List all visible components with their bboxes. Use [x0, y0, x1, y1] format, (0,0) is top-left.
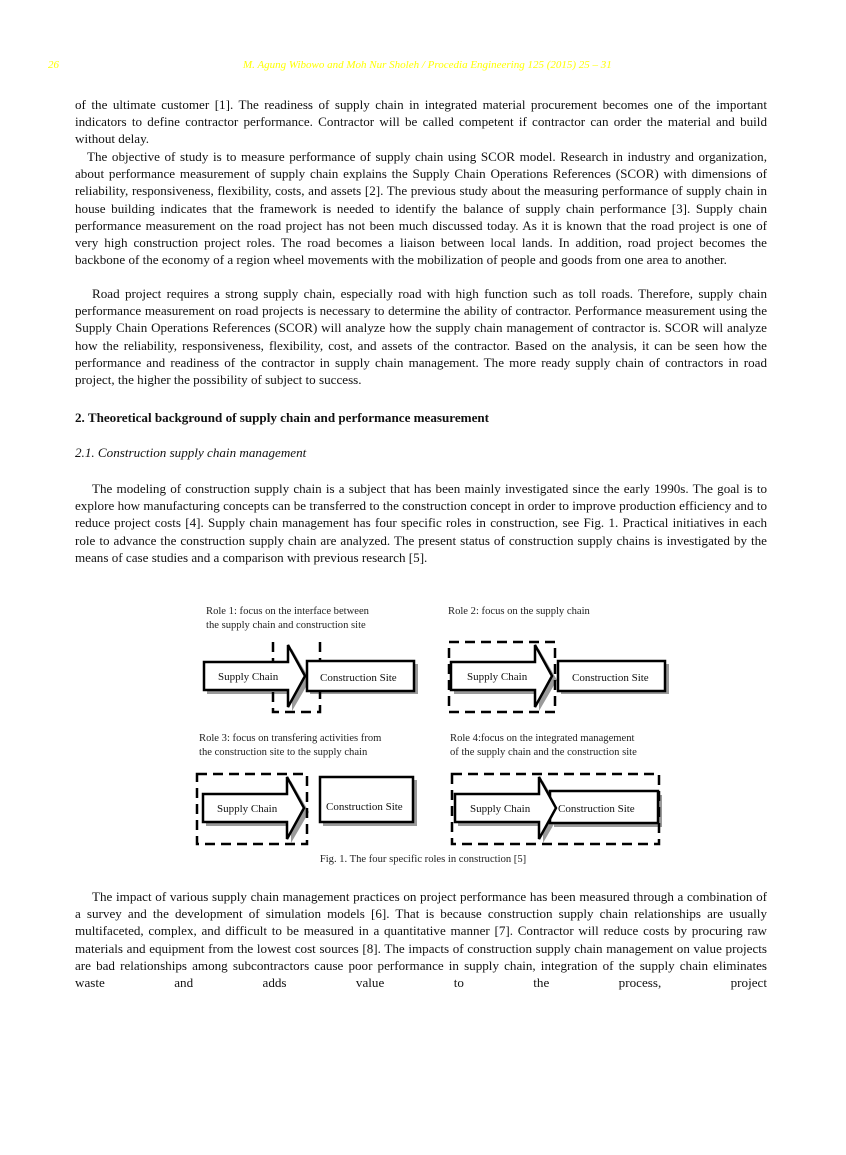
role-4-line-2: of the supply chain and the construction site: [450, 747, 637, 758]
section-heading: 2. Theoretical background of supply chain and performance measurement: [75, 410, 490, 425]
role-2-label: [448, 605, 590, 619]
role-3-line-1: Role 3: focus on transfering activities from: [199, 733, 382, 744]
role-4-line-1: Role 4:focus on the integrated management: [450, 733, 635, 744]
journal-citation: M. Agung Wibowo and Moh Nur Sholeh / Procedia Engineering 125 (2015) 25 – 31: [243, 59, 612, 71]
paragraph-2: [75, 148, 767, 268]
paragraph-text: Road project requires a strong supply chain, especially road with high function such as toll roads. Therefore, supply chain performance measurement on road projects is necessary to determine the ability of contractor. Performance measurement using the Supply Chain Operations References (SCOR) will analyze how the supply chain management of contractor is. SCOR will analyze how the reliability, responsiveness, flexibility, cost, and assets of the contractor. Based on the analysis, it can be seen how the performance and readiness of the contractor in supply chain management. The more ready supply chain of contractors in road project, the higher the possibility of subject to success.: [75, 286, 767, 388]
paragraph-text: of the ultimate customer [1]. The readiness of supply chain in integrated material procurement becomes one of the important indicators to define contractor performance. Contractor will be called competent if contractor can order the material and build without delay.: [75, 97, 767, 147]
paragraph-text: The impact of various supply chain management practices on project performance has been measured through a combination of a survey and the development of simulation models [6]. That is because construction supply chain relationships are usually multifaceted, complex, and difficult to be measured in a quantitative manner [7]. Contractor will reduce costs by procuring raw materials and equipment from the lowest cost sources [8]. The impacts of construction supply chain management on value projects are bad relationships among subcontractors cause poor performance in supply chain, integration of the supply chain eliminates waste and adds value to the process, project: [75, 889, 767, 991]
role-1-line-1: Role 1: focus on the interface between: [206, 606, 369, 617]
role-1-line-2: the supply chain and construction site: [206, 620, 366, 631]
paragraph-text: The objective of study is to measure performance of supply chain using SCOR model. Research in industry and organization, about performance measurement of supply chain explains the Supply Chain Operations References (SCOR) with dimensions of reliability, responsiveness, flexibility, costs, and assets [2]. The previous study about the measuring performance of supply chain in house building indicates that the framework is needed to identify the balance of supply chain performance [3]. Supply chain performance measurement on the road project has not been much discussed today. As it is known that the road project is one of very high construction project roles. The road becomes a liaison between local lands. In addition, road project becomes the backbone of the economy of a region wheel movements with the mobilization of people and goods from one area to another.: [75, 149, 767, 268]
paragraph-5: [75, 888, 767, 991]
supply-chain-text: Supply Chain: [470, 803, 531, 815]
supply-chain-text: Supply Chain: [467, 671, 528, 683]
subsection-heading: 2.1. Construction supply chain management: [75, 445, 307, 460]
role-4-diagram: [450, 772, 665, 850]
role-3-diagram: [195, 772, 425, 850]
supply-chain-text: Supply Chain: [218, 671, 279, 683]
role-2-line-1: Role 2: focus on the supply chain: [448, 606, 590, 617]
role-1-label: [206, 605, 369, 633]
construction-site-text: Construction Site: [572, 672, 649, 684]
running-head: [0, 59, 846, 75]
paragraph-1: [75, 96, 767, 148]
paragraph-text: The modeling of construction supply chain is a subject that has been mainly investigated since the early 1990s. The goal is to explore how manufacturing concepts can be transferred to the construction concept in order to improve production efficiency and to reduce project costs [4]. Supply chain management has four specific roles in construction, see Fig. 1. Practical initiatives in each role to advance the construction supply chain are analyzed. The present status of construction supply chains is investigated by the means of case studies and a comparison with previous research [5].: [75, 481, 767, 565]
role-4-label: [450, 732, 637, 760]
figure-caption: Fig. 1. The four specific roles in construction [5]: [319, 854, 527, 865]
role-3-line-2: the construction site to the supply chain: [199, 747, 368, 758]
construction-site-text: Construction Site: [558, 803, 635, 815]
supply-chain-text: Supply Chain: [217, 803, 278, 815]
role-1-diagram: [200, 640, 425, 720]
paragraph-3: [75, 285, 767, 388]
page-number: 26: [48, 59, 59, 71]
role-2-diagram: [447, 640, 672, 720]
role-3-label: [199, 732, 381, 760]
construction-site-text: Construction Site: [320, 672, 397, 684]
construction-site-text: Construction Site: [326, 801, 403, 813]
paragraph-4: [75, 480, 767, 566]
